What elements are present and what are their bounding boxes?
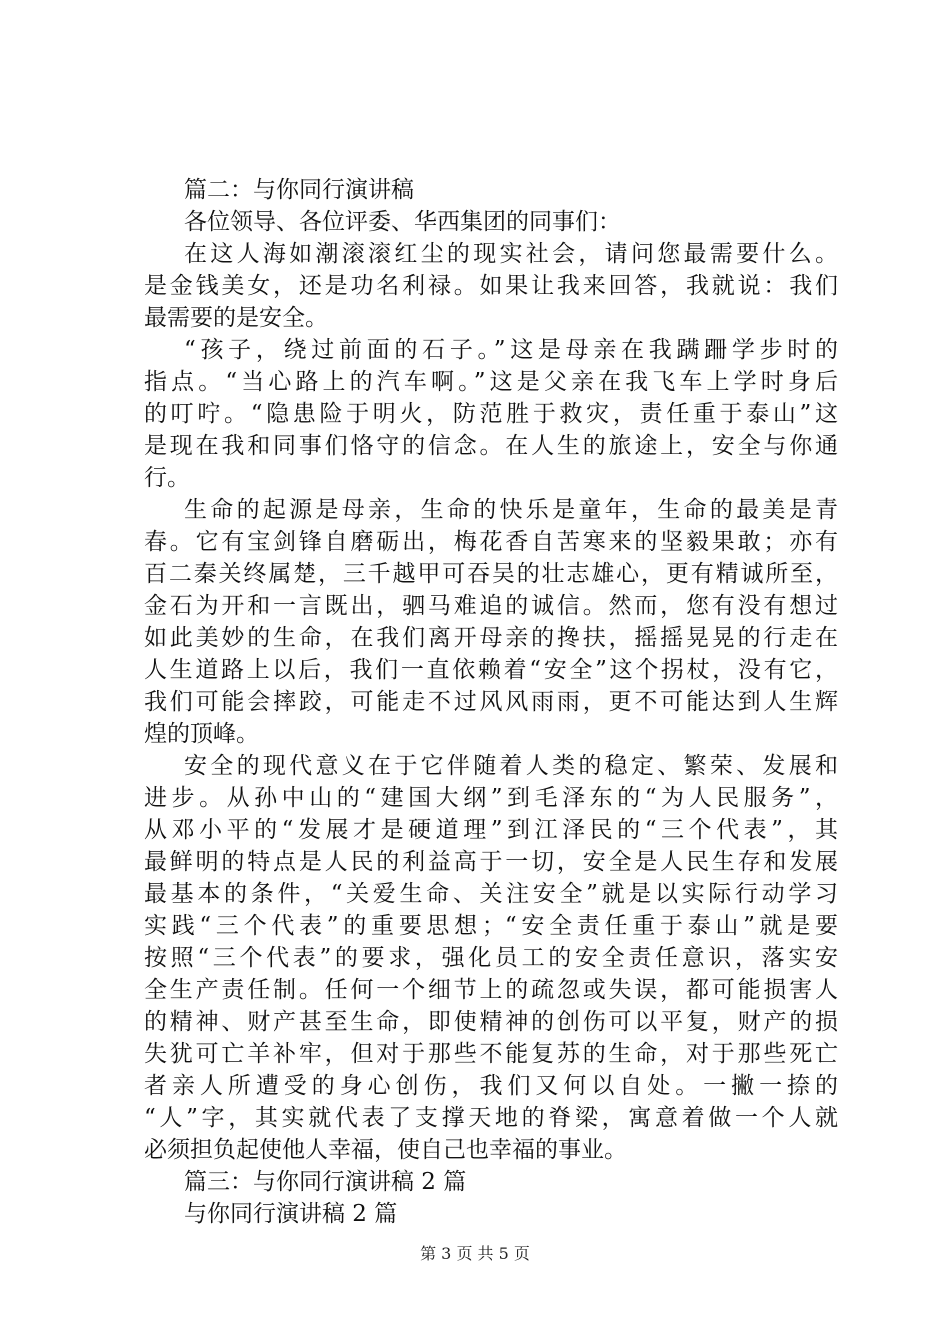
text-line: 进步。从孙中山的“建国大纲”到毛泽东的“为人民服务”， bbox=[144, 785, 838, 811]
text-line: 必须担负起使他人幸福，使自己也幸福的事业。 bbox=[144, 1137, 627, 1163]
text-line: 实践“三个代表”的重要思想；“安全责任重于泰山”就是要 bbox=[144, 913, 838, 939]
text-line: 人生道路上以后，我们一直依赖着“安全”这个拐杖，没有它， bbox=[144, 657, 838, 683]
text-line: 最需要的是安全。 bbox=[144, 305, 328, 331]
document-body bbox=[144, 174, 838, 1230]
text-line: 篇三：与你同行演讲稿 2 篇 bbox=[184, 1169, 467, 1195]
text-line: 的精神、财产甚至生命，即使精神的创伤可以平复，财产的损 bbox=[144, 1009, 838, 1035]
text-line: 行。 bbox=[144, 465, 190, 491]
text-line: 全生产责任制。任何一个细节上的疏忽或失误，都可能损害人 bbox=[144, 977, 838, 1003]
text-line: 春。它有宝剑锋自磨砺出，梅花香自苦寒来的坚毅果敢；亦有 bbox=[144, 529, 838, 555]
text-line: 失犹可亡羊补牢，但对于那些不能复苏的生命，对于那些死亡 bbox=[144, 1041, 838, 1067]
text-line: 与你同行演讲稿 2 篇 bbox=[184, 1201, 398, 1227]
text-line: “孩子，绕过前面的石子。”这是母亲在我蹒跚学步时的 bbox=[184, 337, 838, 363]
text-line: 的叮咛。“隐患险于明火，防范胜于救灾，责任重于泰山”这 bbox=[144, 401, 838, 427]
text-line: 从邓小平的“发展才是硬道理”到江泽民的“三个代表”，其 bbox=[144, 817, 838, 843]
text-line: 金石为开和一言既出，驷马难追的诚信。然而，您有没有想过 bbox=[144, 593, 838, 619]
page-footer: 第 3 页 共 5 页 bbox=[420, 1244, 530, 1263]
text-line: 是现在我和同事们恪守的信念。在人生的旅途上，安全与你通 bbox=[144, 433, 838, 459]
text-line: 安全的现代意义在于它伴随着人类的稳定、繁荣、发展和 bbox=[184, 753, 838, 779]
text-line: 最鲜明的特点是人民的利益高于一切，安全是人民生存和发展 bbox=[144, 849, 838, 875]
text-line: “人”字，其实就代表了支撑天地的脊梁，寓意着做一个人就 bbox=[144, 1105, 838, 1131]
text-line: 我们可能会摔跤，可能走不过风风雨雨，更不可能达到人生辉 bbox=[144, 689, 838, 715]
text-line: 如此美妙的生命，在我们离开母亲的搀扶，摇摇晃晃的行走在 bbox=[144, 625, 838, 651]
text-line: 是金钱美女，还是功名利禄。如果让我来回答，我就说：我们 bbox=[144, 273, 838, 299]
text-line: 按照“三个代表”的要求，强化员工的安全责任意识，落实安 bbox=[144, 945, 838, 971]
text-line: 百二秦关终属楚，三千越甲可吞吴的壮志雄心，更有精诚所至， bbox=[144, 561, 838, 587]
text-line: 篇二：与你同行演讲稿 bbox=[184, 177, 414, 203]
text-line: 最基本的条件，“关爱生命、关注安全”就是以实际行动学习 bbox=[144, 881, 838, 907]
text-line: 煌的顶峰。 bbox=[144, 721, 259, 747]
text-line: 在这人海如潮滚滚红尘的现实社会，请问您最需要什么。 bbox=[184, 241, 838, 267]
text-line: 指点。“当心路上的汽车啊。”这是父亲在我飞车上学时身后 bbox=[144, 369, 838, 395]
text-line: 生命的起源是母亲，生命的快乐是童年，生命的最美是青 bbox=[184, 497, 838, 523]
text-line: 者亲人所遭受的身心创伤，我们又何以自处。一撇一捺的 bbox=[144, 1073, 838, 1099]
text-line: 各位领导、各位评委、华西集团的同事们： bbox=[184, 209, 621, 235]
